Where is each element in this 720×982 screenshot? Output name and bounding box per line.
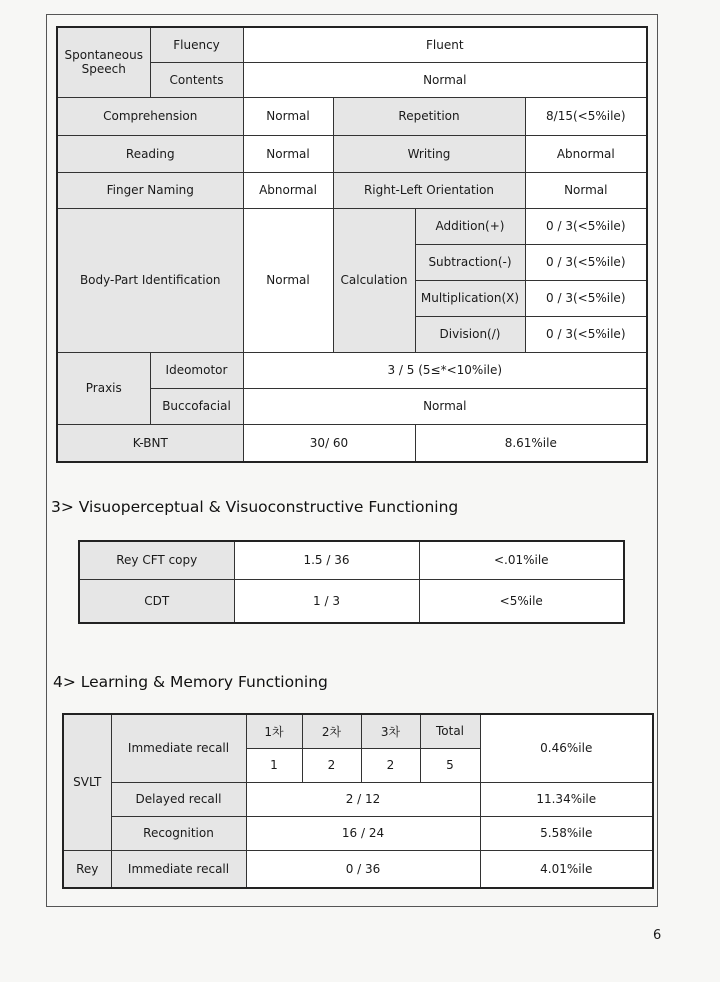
body-part-value: Normal <box>243 208 333 352</box>
ideomotor-label: Ideomotor <box>150 352 243 388</box>
recognition-score: 16 / 24 <box>246 816 480 850</box>
immediate-recall-label: Immediate recall <box>111 714 246 782</box>
reading-value: Normal <box>243 135 333 172</box>
calc-score: 0 / 3(<5%ile) <box>525 208 647 244</box>
reading-label: Reading <box>57 135 243 172</box>
contents-label: Contents <box>150 62 243 97</box>
trial-header: 2차 <box>302 714 361 748</box>
repetition-value: 8/15(<5%ile) <box>525 97 647 135</box>
visuo-table <box>78 540 625 624</box>
calc-op: Subtraction(-) <box>415 244 525 280</box>
ideomotor-value: 3 / 5 (5≤*<10%ile) <box>243 352 647 388</box>
calc-score: 0 / 3(<5%ile) <box>525 280 647 316</box>
page-number: 6 <box>653 928 662 943</box>
rey-immediate-label: Immediate recall <box>111 850 246 888</box>
finger-naming-value: Abnormal <box>243 172 333 208</box>
spontaneous-speech-label: Spontaneous Speech <box>57 27 150 97</box>
kbnt-score: 30/ 60 <box>243 424 415 462</box>
visuo-score: 1.5 / 36 <box>234 541 419 579</box>
right-left-label: Right-Left Orientation <box>333 172 525 208</box>
comprehension-value: Normal <box>243 97 333 135</box>
right-left-value: Normal <box>525 172 647 208</box>
writing-value: Abnormal <box>525 135 647 172</box>
body-part-label: Body-Part Identification <box>57 208 243 352</box>
recognition-label: Recognition <box>111 816 246 850</box>
comprehension-label: Comprehension <box>57 97 243 135</box>
recognition-percentile: 5.58%ile <box>480 816 653 850</box>
calc-op: Division(/) <box>415 316 525 352</box>
delayed-recall-label: Delayed recall <box>111 782 246 816</box>
visuo-test-label: CDT <box>79 579 234 623</box>
rey-label: Rey <box>63 850 111 888</box>
fluency-value: Fluent <box>243 27 647 62</box>
visuo-percentile: <.01%ile <box>419 541 624 579</box>
kbnt-percentile: 8.61%ile <box>415 424 647 462</box>
writing-label: Writing <box>333 135 525 172</box>
trial-value: 2 <box>302 748 361 782</box>
praxis-label: Praxis <box>57 352 150 424</box>
immediate-percentile: 0.46%ile <box>480 714 653 782</box>
rey-score: 0 / 36 <box>246 850 480 888</box>
trial-header: 1차 <box>246 714 302 748</box>
svlt-label: SVLT <box>63 714 111 850</box>
buccofacial-value: Normal <box>243 388 647 424</box>
memory-table <box>62 713 654 889</box>
kbnt-label: K-BNT <box>57 424 243 462</box>
finger-naming-label: Finger Naming <box>57 172 243 208</box>
calc-score: 0 / 3(<5%ile) <box>525 244 647 280</box>
rey-percentile: 4.01%ile <box>480 850 653 888</box>
section4-title: 4> Learning & Memory Functioning <box>53 673 328 691</box>
calculation-label: Calculation <box>333 208 415 352</box>
trial-header: Total <box>420 714 480 748</box>
language-table <box>56 26 648 463</box>
trial-value: 5 <box>420 748 480 782</box>
fluency-label: Fluency <box>150 27 243 62</box>
calc-op: Multiplication(X) <box>415 280 525 316</box>
calc-score: 0 / 3(<5%ile) <box>525 316 647 352</box>
calc-op: Addition(+) <box>415 208 525 244</box>
trial-header: 3차 <box>361 714 420 748</box>
contents-value: Normal <box>243 62 647 97</box>
visuo-percentile: <5%ile <box>419 579 624 623</box>
trial-value: 2 <box>361 748 420 782</box>
section3-title: 3> Visuoperceptual & Visuoconstructive Functioning <box>51 498 459 516</box>
delayed-percentile: 11.34%ile <box>480 782 653 816</box>
visuo-test-label: Rey CFT copy <box>79 541 234 579</box>
visuo-score: 1 / 3 <box>234 579 419 623</box>
delayed-score: 2 / 12 <box>246 782 480 816</box>
buccofacial-label: Buccofacial <box>150 388 243 424</box>
repetition-label: Repetition <box>333 97 525 135</box>
trial-value: 1 <box>246 748 302 782</box>
